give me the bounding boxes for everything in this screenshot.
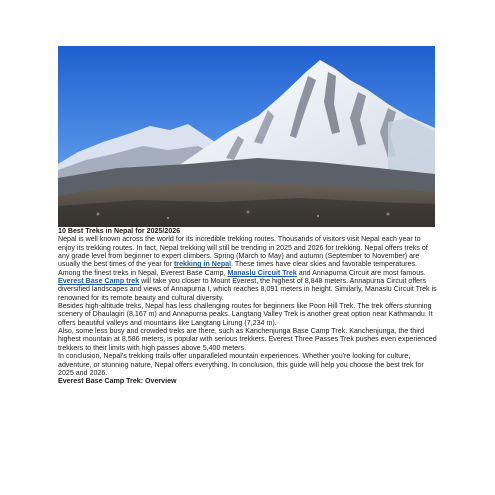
paragraph-finest-treks — [58, 270, 438, 303]
paragraph-intro — [58, 236, 438, 269]
article-title: 10 Best Treks in Nepal for 2025/2026 — [58, 228, 181, 235]
paragraph-intro-text-a: Nepal is well known across the world for its incredible trekking routes. Thousands of visitors visit Nepal each year to enjoy its trekking routes. In fact, Nepal trekking will still be trending in 2025 and 2026 for trekking. Nepal offers treks of any grade level from beginner to expert climbers. Spring (March to May) and autumn (September to November) are usually the best times of the year for — [58, 236, 428, 269]
paragraph-finest-text-b: and Annapurna Circuit are most famous. — [296, 269, 426, 277]
link-everest-base-camp-trek[interactable]: Everest Base Camp trek — [58, 278, 140, 286]
paragraph-less-crowded: Also, some less busy and crowded treks are there, such as Kanchenjunga Base Camp Trek. Kanchenjunga, the third highest mountain at 8,586 meters, is popular with serious trekkers. Everest Three Passes Trek pushes even experienced trekkers to their limits with high passes above 5,400 meters. — [58, 328, 437, 352]
link-manaslu-circuit-trek[interactable]: Manaslu Circuit Trek — [227, 269, 297, 277]
paragraph-beginner-treks: Besides high-altitude treks, Nepal has less challenging routes for beginners like Poon Hill Trek. The trek offers stunning scenery of Dhaulagiri (8,167 m) and Annapurna peaks. Langtang Valley Trek is another great option near Kathmandu. It offers beautiful valleys and mountains like Langtang Lirung (7,234 m). — [58, 303, 433, 327]
paragraph-conclusion: In conclusion, Nepal's trekking trails offer unparalleled mountain experiences. Whether you're looking for culture, adventure, or stunning nature, Nepal offers everything. In conclusion, this guide will help you choose the best trek for 2025 and 2026. — [58, 353, 424, 377]
section-heading: Everest Base Camp Trek: Overview — [58, 378, 177, 386]
paragraph-finest-text-c: will take you closer to Mount Everest, the highest of 8,848 meters. Annapurna Circuit offers diversified landscapes and views of Annapurna I, which reaches 8,091 meters in height. Similarly, Manaslu Circuit Trek is renowned for its remote beauty and cultural diversity. — [58, 278, 437, 302]
article-body — [58, 228, 438, 387]
paragraph-finest-text-a: Among the finest treks in Nepal, Everest Base Camp, — [58, 269, 228, 277]
paragraph-intro-text-b: . These times have clear skies and favorable temperatures. — [231, 261, 417, 269]
mountain-photo — [58, 46, 435, 227]
link-trekking-in-nepal[interactable]: trekking in Nepal — [173, 261, 232, 269]
